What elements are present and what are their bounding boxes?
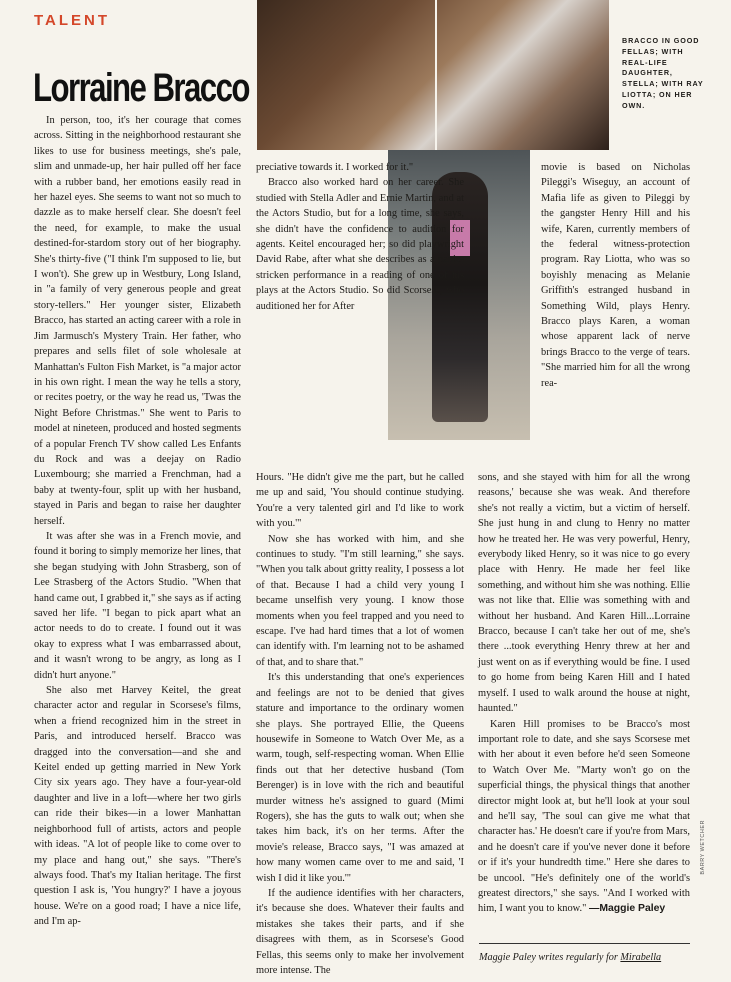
author-note-text: Maggie Paley writes regularly for	[479, 952, 621, 963]
author-signature: —Maggie Paley	[588, 903, 666, 915]
paragraph: Hours. "He didn't give me the part, but he called me up and said, 'You should continue studying. You're a very talented girl and I'd like to work with you.'"	[256, 472, 464, 530]
paragraph: In person, too, it's her courage that comes across. Sitting in the neighborhood restaurant she likes to use for business meetings, she's pale, slim and unmade-up, her hair pulled off her face with a rubber band, her emotions easily read in her hazel eyes. She seems to want not so much to dazzle as to make herself clear. She doesn't feel the need, for example, to make the usual destined-for-stardom story out of her biography. She's thirty-five ("I think I'm supposed to lie, but I won't). She grew up in Westbury, Long Island, in "a family of very generous people and great story-tellers." Her younger sister, Elizabeth Bracco, has started an acting career with a role in Jim Jarmusch's Mystery Train. Her father, who prepares and sells filet of sole wholesale at Manhattan's Fulton Fish Market, is "a major actor in his own right. I mean the way he tells a story, or recites poetry, or the way he read us, 'Twas the Night Before Christmas." She went to Paris to model at nineteen, produced and hosted segments of a popular French TV show called Les Enfants du Rock and was a deejay on Radio Luxembourg; she married a Frenchman, had a baby at twenty-four, split up with her husband, stayed in Paris and began to raise her daughter herself.	[34, 115, 241, 527]
paragraph: movie is based on Nicholas Pileggi's Wiseguy, an account of Mafia life as given to Pileggi by the gangster Henry Hill and his wife, Karen, currently members of the federal witness-protection program. Ray Liotta, who was so boyishly menacing as Melanie Griffith's estranged husband in Something Wild, plays Henry. Bracco plays Karen, a woman whose apparent lack of nerve brings Bracco to the verge of tears. "She married him for all the wrong rea-	[541, 162, 690, 389]
paragraph: preciative towards it. I worked for it."	[256, 162, 414, 173]
section-tag: TALENT	[34, 12, 111, 29]
paragraph-text: Karen Hill promises to be Bracco's most important role to date, and she says Scorsese met with her about it even before he'd seen Someone to Watch Over Me. "Marty won't go on the superficial things, the physical things that another director might look at, but he'll look at your soul and he'll say, 'The soul can give me what that character has.' He doesn't care if you're from Mars, and he doesn't care if you've never done it before or if it's your hundredth time." Here she dares to be uncool. "He's definitely one of the world's greatest directors," she says. "And I worked with him, I want you to know."	[478, 718, 690, 915]
footer-rule	[479, 943, 690, 944]
column-2-continued	[256, 470, 464, 978]
paragraph: It was after she was in a French movie, and found it boring to simply memorize her lines, that she began studying with John Strasberg, son of Lee Strasberg of the Actors Studio. "When that hand came out, I grabbed it," she says as if acting saved her life. "I began to pick apart what an actor needs to do to create. I found out it was okay to express what I was embarrassed about, and it wasn't wrong to be angry, as long as I didn't hurt anyone."	[34, 530, 241, 681]
column-3	[541, 160, 690, 391]
photo-daughter-and-liotta	[257, 0, 609, 150]
paragraph: It's this understanding that one's experiences and feelings are not to be denied that gives stature and importance to the ordinary women she plays. She portrayed Ellie, the Queens housewife in Someone to Watch Over Me, as a warm, tough, self-respecting woman. When Ellie finds out that her detective husband (Tom Berenger) is in love with the rich and beautiful murder witness he's assigned to guard (Mimi Rogers), she has the guts to walk out; when she takes him back, it's on her terms. After the movie's release, Bracco says, "I was amazed at how many women came over to me and said, 'I wish I did it like you.'"	[256, 672, 464, 884]
paragraph: sons, and she stayed with him for all the wrong reasons,' because she was weak. And therefore she's not really a victim, but a victim of herself. She just hung in and clung to Henry no matter how he treated her. He was very powerful, Henry, everybody liked Henry, so it was nice to go every place with Henry. He made her feel like something, and without him she was nothing. Ellie was not like that. Ellie was something with and without her husband. And Karen Hill...Lorraine Bracco, because I can't take her out of me, she's there ...took everything Henry threw at her and just went on as if everything would be fine. I used to go home from being Karen Hill and I hated myself. I used to walk around the house at night, haunted."	[478, 472, 690, 715]
photo-caption: BRACCO IN GOOD FELLAS; WITH REAL-LIFE DAUGHTER, STELLA; WITH RAY LIOTTA; ON HER OWN.	[622, 36, 704, 110]
photo-credit: BARRY WETCHER	[700, 820, 706, 875]
column-3-continued	[478, 470, 690, 917]
publication-name: Mirabella	[620, 952, 662, 963]
photo-divider	[435, 0, 437, 150]
paragraph: Now she has worked with him, and she continues to study. "I'm still learning," she says. "When you talk about gritty reality, I possess a lot of that. Because I had a child very young I became unselfish very young. I know those moments when you feel trapped and you need to escape. I've had hard times that a lot of women can identify with. I'm learning not to be ashamed of that, and to share that."	[256, 533, 464, 668]
paragraph-with-signature	[478, 717, 690, 917]
paragraph: If the audience identifies with her characters, it's because she does. Whatever their faults and mistakes she takes their parts, and if she disagrees with them, as in Scorsese's Good Fellas, this seems only to make her involvement more intense. The	[256, 887, 464, 976]
article-headline: Lorraine Bracco	[33, 66, 249, 110]
author-note	[479, 952, 690, 963]
paragraph: Bracco also worked hard on her career. She studied with Stella Adler and Ernie Martin, and at the Actors Studio, but for a long time, she says, she didn't have the confidence to audition for agents. Keitel encouraged her; so did playwright David Rabe, after what she describes as a panic-stricken performance in a reading of one of his plays at the Actors Studio. So did Scorsese, who auditioned her for After	[256, 177, 464, 312]
column-1	[34, 113, 241, 930]
paragraph: She also met Harvey Keitel, the great character actor and regular in Scorsese's films, when a friend recognized him in the street in Paris, and introduced herself. Bracco was dragged into the conversation—and she and Keitel ended up getting married in New York City six years ago. They have a four-year-old daughter and live in a loft—where her two girls can ride their bikes—in a lower Manhattan neighborhood full of artists, actors and people with ideas. "A lot of people like to come over to my place and hang out," she says. "There's always food. That's my Italian heritage. The first question I ask is, 'You hungry?' I have a joyous house. We're on a good road; I have a nice life, and I'm ap-	[34, 685, 241, 928]
column-2	[256, 160, 464, 314]
